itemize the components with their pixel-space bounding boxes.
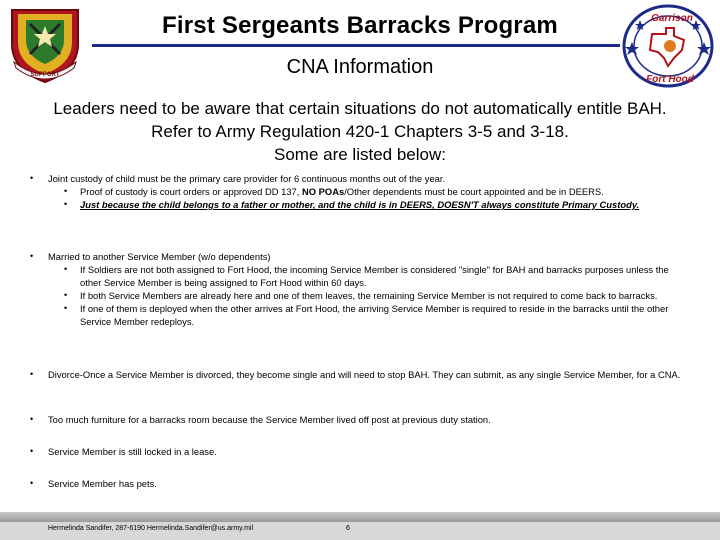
bullet-dot: • <box>30 446 34 456</box>
bullet-dot: • <box>30 414 34 424</box>
bullet-lease <box>30 445 700 458</box>
bullet-dot: • <box>64 186 68 196</box>
army-support-emblem-icon <box>4 4 86 86</box>
page-number: 6 <box>346 525 350 532</box>
emblem-bottom-text: Fort Hood <box>646 74 694 85</box>
bullet-dot: • <box>30 369 34 379</box>
emblem-top-text: Garrison <box>651 13 693 24</box>
sub-bullet-text-part: Proof of custody is court orders or approved DD 137, <box>80 186 302 197</box>
footer-bar <box>0 512 720 522</box>
bullet-dot: • <box>64 303 68 313</box>
bullet-dot: • <box>30 478 34 488</box>
bullet-pets <box>30 477 700 490</box>
sub-bullet-text: If Soldiers are not both assigned to Fort Hood, the incoming Service Member is considered "single" for BAH and barracks purposes unless the other Service Member is being assigned to Fort Hood within 60 days. <box>80 264 669 288</box>
bullet-dot: • <box>30 251 34 261</box>
bullet-text: Joint custody of child must be the primary care provider for 6 continuous months out of the year. <box>48 173 446 184</box>
bullet-divorce <box>30 368 700 381</box>
title-rule <box>92 44 620 47</box>
bullet-dot: • <box>64 264 68 274</box>
emblem-banner-text: SUPPORT <box>30 72 60 78</box>
sub-bullet <box>64 289 674 302</box>
sub-bullet-text <box>80 185 674 198</box>
page-subtitle: CNA Information <box>286 56 434 78</box>
bullet-text: Service Member is still locked in a lease. <box>48 446 217 457</box>
footer-contact: Hermelinda Sandifer, 287-6190 Hermelinda.Sandifer@us.army.mil <box>48 525 254 532</box>
bullet-dot: • <box>64 290 68 300</box>
sub-bullet-bold-text: NO POAs <box>301 186 345 197</box>
sub-bullet-text: If both Service Members are already here and one of them leaves, the remaining Service Member is not required to come back to barracks. <box>80 290 658 301</box>
sub-bullet-text-part: /Other dependents must be court appointed and be in DEERS. <box>344 186 604 197</box>
sub-bullet-text: If one of them is deployed when the other arrives at Fort Hood, the arriving Service Member is required to reside in the barracks until the other Service Member redeploys. <box>80 303 669 327</box>
intro-line-1: Leaders need to be aware that certain situations do not automatically entitle BAH. <box>53 99 667 118</box>
intro-text <box>20 97 700 166</box>
bullet-text: Too much furniture for a barracks room because the Service Member lived off post at previous duty station. <box>48 414 491 425</box>
sub-bullet <box>64 263 674 289</box>
intro-line-2: Refer to Army Regulation 420-1 Chapters 3-5 and 3-18. <box>151 122 569 141</box>
sub-bullet <box>64 302 674 328</box>
sub-bullet <box>64 198 674 211</box>
bullet-dot: • <box>64 199 68 209</box>
bullet-furniture <box>30 413 700 426</box>
bullet-joint-custody <box>30 172 700 211</box>
intro-line-3: Some are listed below: <box>274 145 446 164</box>
bullet-married-service-member <box>30 250 700 328</box>
bullet-dot: • <box>30 173 34 183</box>
garrison-fort-hood-emblem-icon <box>622 4 714 88</box>
bullet-text: Married to another Service Member (w/o dependents) <box>48 251 271 262</box>
sub-bullet <box>64 185 674 198</box>
sub-bullet-underlined-text: Just because the child belongs to a father or mother, and the child is in DEERS, DOESN'T always constitute Primary Custody. <box>80 199 640 210</box>
bullet-text: Service Member has pets. <box>48 478 157 489</box>
bullet-text: Divorce-Once a Service Member is divorced, they become single and will need to stop BAH. They can submit, as any single Service Member, for a CNA. <box>48 369 681 380</box>
page-title: First Sergeants Barracks Program <box>162 12 558 39</box>
